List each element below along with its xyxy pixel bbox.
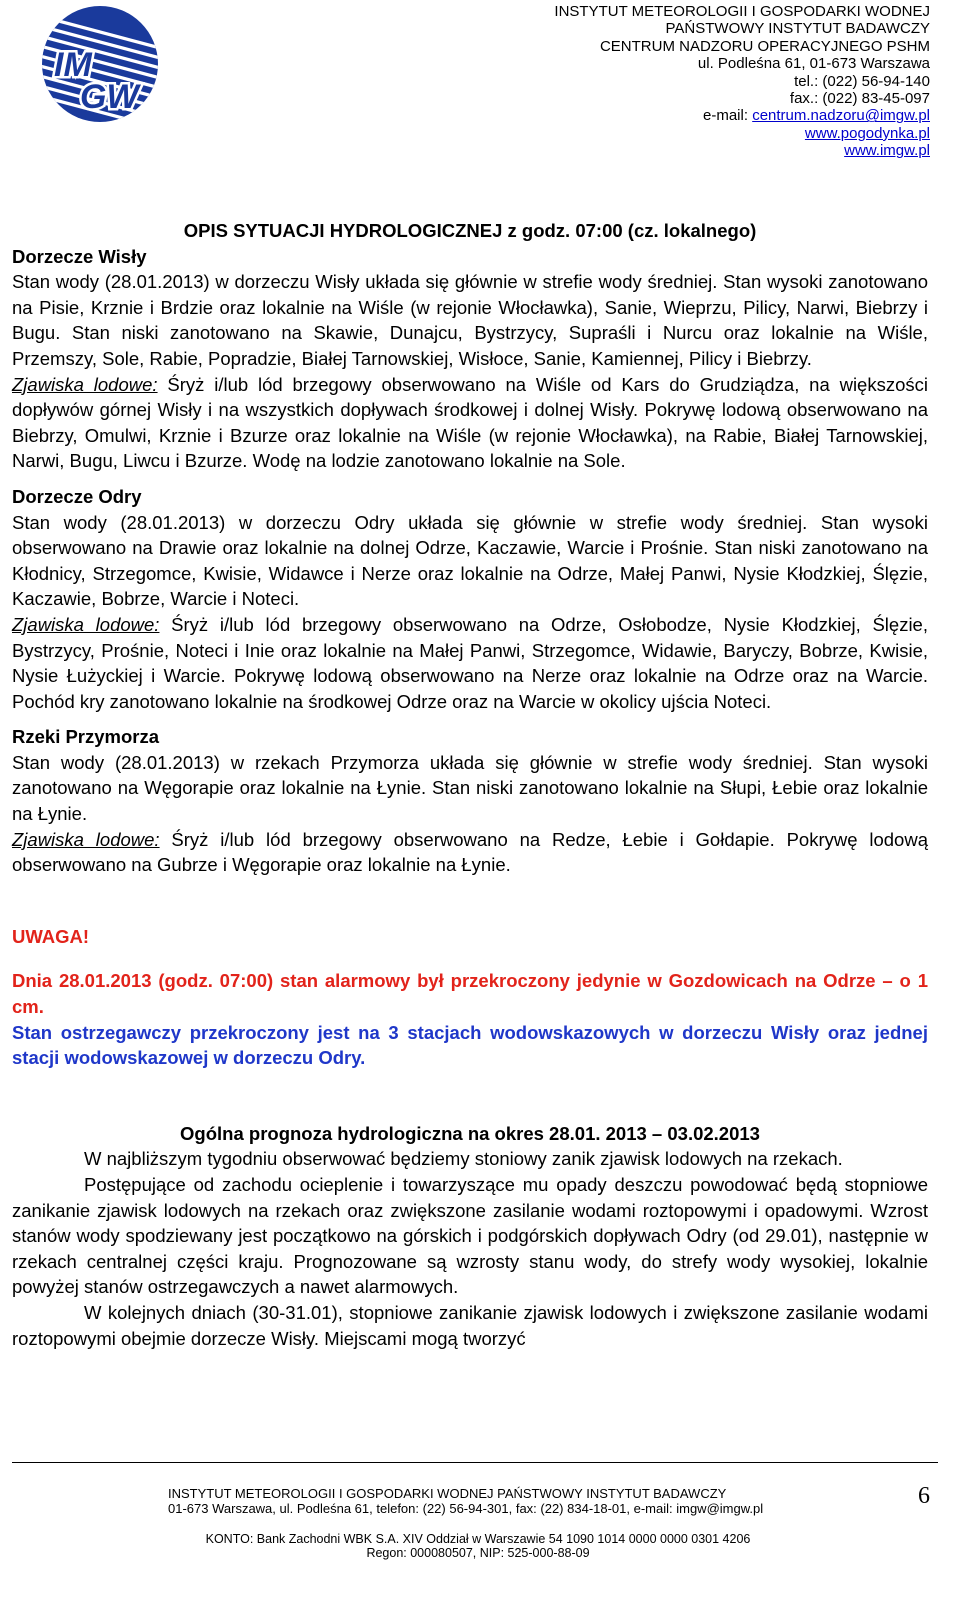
footer-account: KONTO: Bank Zachodni WBK S.A. XIV Oddział w Warszawie 54 1090 1014 0000 0000 0301 4206 (205, 1532, 751, 1546)
report-body (12, 218, 928, 1351)
footer-regon: Regon: 000080507, NIP: 525-000-88-09 (366, 1546, 590, 1560)
svg-text:GW: GW (80, 78, 139, 116)
email-label: e-mail: (703, 107, 749, 125)
odra-ice-paragraph (12, 612, 928, 714)
przymorze-state-paragraph: Stan wody (28.01.2013) w rzekach Przymorza układa się głównie w strefie wody średniej. Stan wysoki zanotowano na Węgorapie oraz lokalnie na Łynie. Stan niski zanotowano lokalnie na Słupi, Łebie oraz lokalnie na Łynie. (12, 751, 928, 825)
ice-label: Zjawiska lodowe: (12, 828, 160, 850)
odra-heading: Dorzecze Odry (12, 485, 142, 507)
email-link[interactable]: centrum.nadzoru@imgw.pl (752, 107, 930, 125)
forecast-paragraph-3: W kolejnych dniach (30-31.01), stopniowe zanikanie zjawisk lodowych i zwiększone zasilanie wodami roztopowymi obejmie dorzecze Wisły. Miejscami mogą tworzyć (12, 1301, 928, 1349)
przymorze-heading: Rzeki Przymorza (12, 726, 160, 748)
footer-address (168, 1486, 763, 1516)
header-line: CENTRUM NADZORU OPERACYJNEGO PSHM (599, 37, 930, 55)
ice-text: Śryż i/lub lód brzegowy obserwowano na Odrze, Osłobodze, Nysie Kłodzkiej, Ślęzie, Bystrzycy, Prośnie, Noteci i Inie oraz lokalnie na Małej Panwi, Strzegomce, Widawie, Baryczy, Bobrze, Kwisie, Nysie Łużyckiej i Warcie. Pokrywę lodową obserwowano na Nerze oraz lokalnie na Odrze oraz na Warcie. Pochód kry zanotowano lokalnie na środkowej Odrze oraz na Warcie w okolicy ujścia Noteci. (12, 613, 928, 712)
alarm-warning-text: Dnia 28.01.2013 (godz. 07:00) stan alarmowy był przekroczony jedynie w Gozdowicach na Odrze – o 1 cm. (12, 970, 928, 1018)
wisla-ice-paragraph (12, 372, 928, 474)
wisla-state-paragraph: Stan wody (28.01.2013) w dorzeczu Wisły układa się głównie w strefie wody średniej. Stan wysoki zanotowano na Pisie, Krznie i Brdzie oraz lokalnie na Wiśle (w rejonie Włocławka), Sanie, Wieprzu, Pilicy, Narwi, Biebrzy i Bugu. Stan niski zanotowano na Skawie, Dunajcu, Bystrzycy, Supraśli i Nurcu oraz lokalnie na Wiśle, Przemszy, Sole, Rabie, Popradzie, Białej Tarnowskiej, Wisłoce, Sanie, Kamiennej, Pilicy i Biebrzy. (12, 271, 928, 369)
przymorze-ice-paragraph (12, 827, 928, 878)
imgw-link[interactable]: www.imgw.pl (844, 142, 930, 160)
wisla-heading: Dorzecze Wisły (12, 245, 147, 267)
warning-label: UWAGA! (12, 926, 90, 948)
report-title: OPIS SYTUACJI HYDROLOGICZNEJ z godz. 07:00 (cz. lokalnego) (183, 220, 757, 241)
imgw-logo (40, 4, 160, 124)
header-line: INSTYTUT METEOROLOGII I GOSPODARKI WODNEJ (554, 3, 930, 20)
footer-divider (12, 1462, 938, 1463)
header-line: tel.: (022) 56-94-140 (794, 72, 930, 90)
forecast-paragraph-2: Postępujące od zachodu ocieplenie i towarzyszące mu opady deszczu powodować będą stopniowe zanikanie zjawisk lodowych na rzekach oraz zwiększone zasilanie wodami roztopowymi i opadowymi. Wzrost stanów wody spodziewany jest początkowo na górskich i podgórskich dopływach Odry (od 29.01), następnie w rzekach centralnej części kraju. Prognozowane są wzrosty stanu wody, do strefy wody wysokiej, lokalnie powyżej stanów ostrzegawczych a nawet alarmowych. (12, 1174, 928, 1298)
ice-label: Zjawiska lodowe: (12, 613, 160, 635)
header-line: ul. Podleśna 61, 01-673 Warszawa (697, 55, 930, 73)
institute-header (450, 3, 930, 160)
footer-contact: 01-673 Warszawa, ul. Podleśna 61, telefon: (22) 56-94-301, fax: (22) 834-18-01, e-mail: imgw@imgw.pl (168, 1501, 764, 1516)
footer-institute: INSTYTUT METEOROLOGII I GOSPODARKI WODNEJ PAŃSTWOWY INSTYTUT BADAWCZY (168, 1486, 727, 1501)
ice-text: Śryż i/lub lód brzegowy obserwowano na Wiśle od Kars do Grudziądza, na większości dopływów górnej Wisły i na wszystkich dopływach środkowej i dolnej Wisły. Pokrywę lodową obserwowano na Biebrzy, Omulwi, Krznie i Bzurze oraz lokalnie na Wiśle (w rejonie Włocławka), na Rabie, Białej Tarnowskiej, Narwi, Bugu, Liwcu i Bzurze. Wodę na lodzie zanotowano lokalnie na Sole. (12, 373, 928, 472)
ice-label: Zjawiska lodowe: (12, 373, 158, 395)
forecast-heading: Ogólna prognoza hydrologiczna na okres 28.01. 2013 – 03.02.2013 (180, 1122, 760, 1144)
svg-text:IM: IM (54, 46, 92, 84)
header-line: PAŃSTWOWY INSTYTUT BADAWCZY (665, 20, 930, 38)
page-number: 6 (918, 1483, 930, 1509)
alert-warning-text: Stan ostrzegawczy przekroczony jest na 3 stacjach wodowskazowych w dorzeczu Wisły oraz jednej stacji wodowskazowej w dorzeczu Odry. (12, 1021, 928, 1069)
odra-state-paragraph: Stan wody (28.01.2013) w dorzeczu Odry układa się głównie w strefie wody średniej. Stan wysoki obserwowano na Drawie oraz lokalnie na dolnej Odrze, Kaczawie, Warcie i Prośnie. Stan niski zanotowano na Kłodnicy, Strzegomce, Kwisie, Widawce i Nerze oraz lokalnie na Odrze, Małej Panwi, Nysie Kłodzkiej, Ślęzie, Kaczawie, Bobrze, Warcie i Noteci. (12, 511, 928, 610)
ice-text: Śryż i/lub lód brzegowy obserwowano na Redze, Łebie i Gołdapie. Pokrywę lodową obserwowano na Gubrze i Węgorapie oraz lokalnie na Łynie. (12, 828, 928, 876)
header-email-row (450, 107, 930, 124)
forecast-paragraph-1: W najbliższym tygodniu obserwować będziemy stoniowy zanik zjawisk lodowych na rzekach. (84, 1148, 843, 1170)
pogodynka-link[interactable]: www.pogodynka.pl (804, 124, 930, 142)
header-line: fax.: (022) 83-45-097 (789, 90, 930, 108)
footer-bank (178, 1532, 778, 1560)
